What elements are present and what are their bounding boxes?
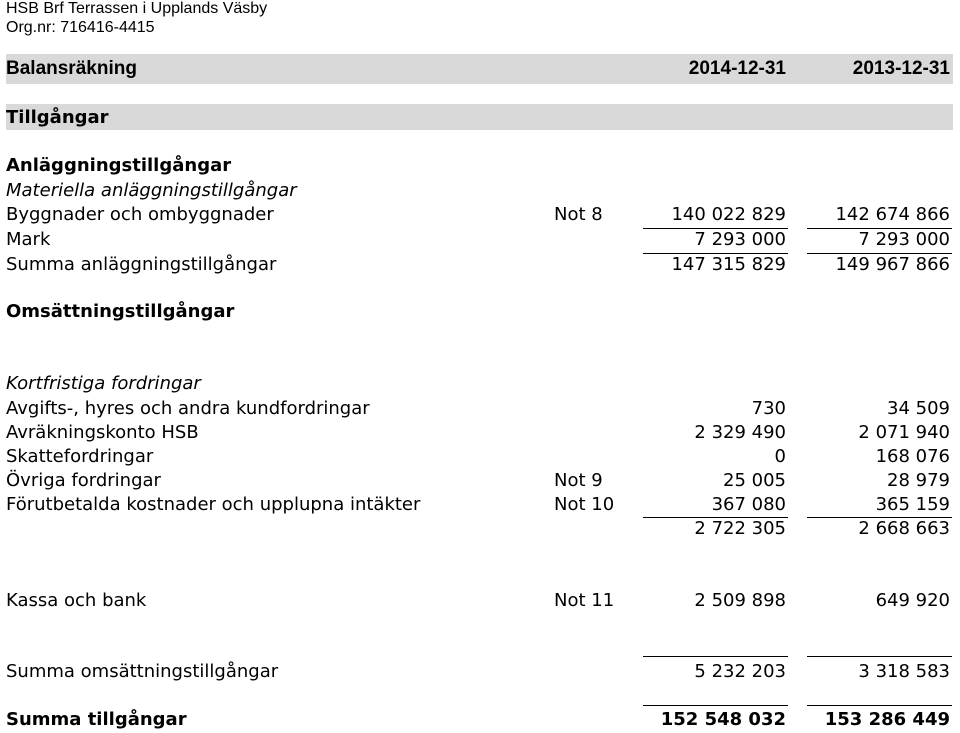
row-label: Skattefordringar <box>6 446 154 467</box>
fixed-assets-subheading: Materiella anläggningstillgångar <box>6 180 297 201</box>
total-line-2013 <box>807 705 952 706</box>
org-number: Org.nr: 716416-4415 <box>6 19 155 36</box>
row-value-2013: 2 071 940 <box>858 422 950 443</box>
row-value-2014: 2 329 490 <box>694 422 786 443</box>
subtotal-value-2014: 2 722 305 <box>694 518 786 539</box>
current-sum-label: Summa omsättningstillgångar <box>6 661 279 682</box>
current-sum-value-2013: 3 318 583 <box>858 661 950 682</box>
row-note: Not 8 <box>554 204 603 225</box>
column-header-2013: 2013-12-31 <box>852 58 950 79</box>
total-line-2014 <box>643 705 788 706</box>
row-value-2013: 28 979 <box>887 470 950 491</box>
row-value-2014: 0 <box>774 446 786 467</box>
row-value-2014: 730 <box>751 398 786 419</box>
row-note: Not 10 <box>554 494 615 515</box>
cash-label: Kassa och bank <box>6 590 147 611</box>
column-header-2014: 2014-12-31 <box>688 58 786 79</box>
row-label: Avgifts-, hyres och andra kundfordringar <box>6 398 370 419</box>
row-value-2014: 367 080 <box>711 494 786 515</box>
row-label: Mark <box>6 229 51 250</box>
row-value-2013: 168 076 <box>875 446 950 467</box>
row-value-2014: 7 293 000 <box>694 229 786 250</box>
org-name: HSB Brf Terrassen i Upplands Väsby <box>6 0 268 17</box>
table-title: Balansräkning <box>6 58 137 79</box>
row-value-2014: 25 005 <box>723 470 786 491</box>
sum-line-2013 <box>807 656 952 657</box>
current-sum-value-2014: 5 232 203 <box>694 661 786 682</box>
sum-value-2013: 149 967 866 <box>835 254 950 275</box>
row-value-2013: 34 509 <box>887 398 950 419</box>
row-label: Övriga fordringar <box>6 470 161 491</box>
section-bar <box>6 104 953 130</box>
sum-line-2014 <box>643 656 788 657</box>
total-value-2013: 153 286 449 <box>824 709 950 730</box>
cash-value-2014: 2 509 898 <box>694 590 786 611</box>
sum-label: Summa anläggningstillgångar <box>6 254 277 275</box>
current-assets-subheading: Kortfristiga fordringar <box>6 373 201 394</box>
row-value-2013: 7 293 000 <box>858 229 950 250</box>
section-title: Tillgångar <box>6 107 109 128</box>
current-assets-heading: Omsättningstillgångar <box>6 301 235 322</box>
table-header-bar <box>6 54 953 84</box>
row-label: Förutbetalda kostnader och upplupna intäkter <box>6 494 421 515</box>
row-note: Not 9 <box>554 470 603 491</box>
total-value-2014: 152 548 032 <box>660 709 786 730</box>
cash-note: Not 11 <box>554 590 615 611</box>
row-label: Byggnader och ombyggnader <box>6 204 274 225</box>
sum-value-2014: 147 315 829 <box>671 254 786 275</box>
fixed-assets-heading: Anläggningstillgångar <box>6 155 232 176</box>
subtotal-value-2013: 2 668 663 <box>858 518 950 539</box>
total-label: Summa tillgångar <box>6 709 187 730</box>
cash-value-2013: 649 920 <box>875 590 950 611</box>
row-label: Avräkningskonto HSB <box>6 422 199 443</box>
row-value-2013: 365 159 <box>875 494 950 515</box>
row-value-2014: 140 022 829 <box>671 204 786 225</box>
row-value-2013: 142 674 866 <box>835 204 950 225</box>
